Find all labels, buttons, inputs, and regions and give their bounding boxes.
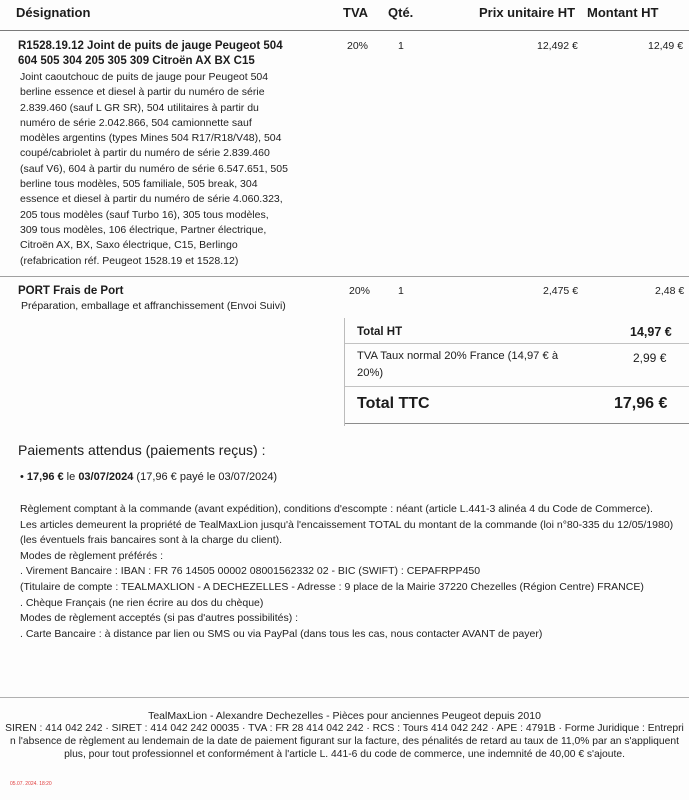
row1-description-line: Citroën AX, BX, Saxo électrique, C15, Berlingo <box>20 239 238 252</box>
row1-unit-price: 12,492 € <box>537 40 578 52</box>
row1-description-line: coupé/cabriolet à partir du numéro de série 2.839.460 <box>20 147 270 160</box>
header-divider <box>0 30 689 31</box>
totals-left-border <box>344 318 345 426</box>
row1-title-line2: 604 505 304 205 305 309 Citroën AX BX C15 <box>18 55 255 67</box>
payment-terms <box>20 502 673 642</box>
terms-line: . Chèque Français (ne rien écrire au dos du chèque) <box>20 596 264 609</box>
terms-line: . Carte Bancaire : à distance par lien ou SMS ou via PayPal (dans tous les cas, nous contacter AVANT de payer) <box>20 627 543 640</box>
terms-line: (les éventuels frais bancaires sont à la charge du client). <box>20 534 283 547</box>
row1-description <box>20 70 320 269</box>
row2-description: Préparation, emballage et affranchissement (Envoi Suivi) <box>21 300 286 312</box>
terms-line: Modes de règlement acceptés (si pas d'autres possibilités) : <box>20 612 299 625</box>
totals-divider-2 <box>345 386 689 387</box>
row1-description-line: berline tous modèles, 505 familiale, 505 break, 304 <box>20 178 258 191</box>
row1-description-line: essence et diesel à partir du numéro de série 4.060.323, <box>20 193 283 206</box>
row1-description-line: numéro de série 2.042.866, 504 camionnette sauf <box>20 116 252 129</box>
payment-le: le <box>63 471 79 483</box>
col-header-qty: Qté. <box>388 5 414 20</box>
row1-description-line: 2.839.460 (sauf L GR SR), 504 utilitaires à partir du <box>20 101 259 114</box>
terms-line: Règlement comptant à la commande (avant expédition), conditions d'escompte : néant (article L.441-3 alinéa 4 du Code de Commerce). <box>20 503 653 515</box>
footer-divider <box>0 697 689 698</box>
payment-bullet: • <box>20 471 24 483</box>
col-header-amount: Montant HT <box>587 5 659 20</box>
total-ht-value: 14,97 € <box>630 325 672 339</box>
row1-description-line: 205 tous modèles (sauf Turbo 16), 305 tous modèles, <box>20 208 269 221</box>
row2-qty: 1 <box>398 285 404 297</box>
row2-tva: 20% <box>349 285 371 297</box>
terms-line: . Virement Bancaire : IBAN : FR 76 14505 00002 08001562332 02 - BIC (SWIFT) : CEPAFRPP450 <box>20 565 481 578</box>
row1-description-line: berline essence et diesel à partir du numéro de série <box>20 86 265 99</box>
payment-date: 03/07/2024 <box>78 471 134 483</box>
tva-value: 2,99 € <box>633 351 667 365</box>
footer-registration: SIREN : 414 042 242 · SIRET : 414 042 242 00035 · TVA : FR 28 414 042 242 · RCS : Tours 414 042 242 · APE : 4791B · Forme Juridique : Entrepri <box>5 723 684 734</box>
payment-entry <box>20 471 277 483</box>
tva-label-line1: TVA Taux normal 20% France (14,97 € à <box>357 350 559 362</box>
tva-label-line2: 20%) <box>357 367 384 379</box>
total-ht-label: Total HT <box>357 326 403 338</box>
row1-qty: 1 <box>398 40 404 52</box>
row1-description-line: Joint caoutchouc de puits de jauge pour Peugeot 504 <box>20 71 269 83</box>
row-divider <box>0 276 689 277</box>
terms-line: (Titulaire de compte : TEALMAXLION - A DECHEZELLES - Adresse : 9 place de la Mairie 37220 Chezelles (Région Centre) FRANCE) <box>20 580 644 593</box>
footer-company: TealMaxLion - Alexandre Dechezelles - Pièces pour anciennes Peugeot depuis 2010 <box>148 710 541 722</box>
payment-detail: (17,96 € payé le 03/07/2024) <box>133 471 278 483</box>
terms-line: Modes de règlement préférés : <box>20 549 163 562</box>
col-header-tva: TVA <box>343 5 369 20</box>
row1-description-line: modèles argentins (types Mines 504 R17/R18/V48), 504 <box>20 132 282 145</box>
footer-penalties: n l'absence de règlement au lendemain de la date de paiement figurant sur la facture, des pénalités de retard au taux de 11,0% par an s'appliquent <box>10 736 679 747</box>
row1-title-line1: R1528.19.12 Joint de puits de jauge Peugeot 504 <box>18 40 283 52</box>
row1-tva: 20% <box>347 40 369 52</box>
totals-bottom-border <box>345 423 689 424</box>
row1-description-line: (sauf V6), 604 à partir du numéro de série 6.547.651, 505 <box>20 162 288 175</box>
totals-divider-1 <box>345 343 689 344</box>
row1-description-line: 309 tous modèles, 106 électrique, Partner électrique, <box>20 223 267 236</box>
row2-title: PORT Frais de Port <box>18 285 124 297</box>
terms-line: Les articles demeurent la propriété de TealMaxLion jusqu'à l'encaissement TOTAL du montant de la commande (loi n°80-335 du 12/05/1980) <box>20 518 674 531</box>
col-header-designation: Désignation <box>16 5 91 20</box>
row1-description-line: (refabrication réf. Peugeot 1528.19 et 1528.12) <box>20 254 239 267</box>
row1-amount: 12,49 € <box>648 40 684 52</box>
footer-indemnity: plus, pour tout professionnel et conformément à l'article L. 441-6 du code de commerce, une indemnité de 40,00 € s'ajoute. <box>64 749 625 760</box>
payment-amount: 17,96 € <box>26 471 64 483</box>
scan-timestamp: 05.07. 2024. 18:20 <box>10 781 52 787</box>
row2-unit-price: 2,475 € <box>543 285 579 297</box>
total-ttc-value: 17,96 € <box>614 395 668 412</box>
total-ttc-label: Total TTC <box>357 395 430 412</box>
row2-amount: 2,48 € <box>655 285 685 297</box>
payments-heading: Paiements attendus (paiements reçus) : <box>18 442 266 458</box>
col-header-unit-price: Prix unitaire HT <box>479 5 576 20</box>
